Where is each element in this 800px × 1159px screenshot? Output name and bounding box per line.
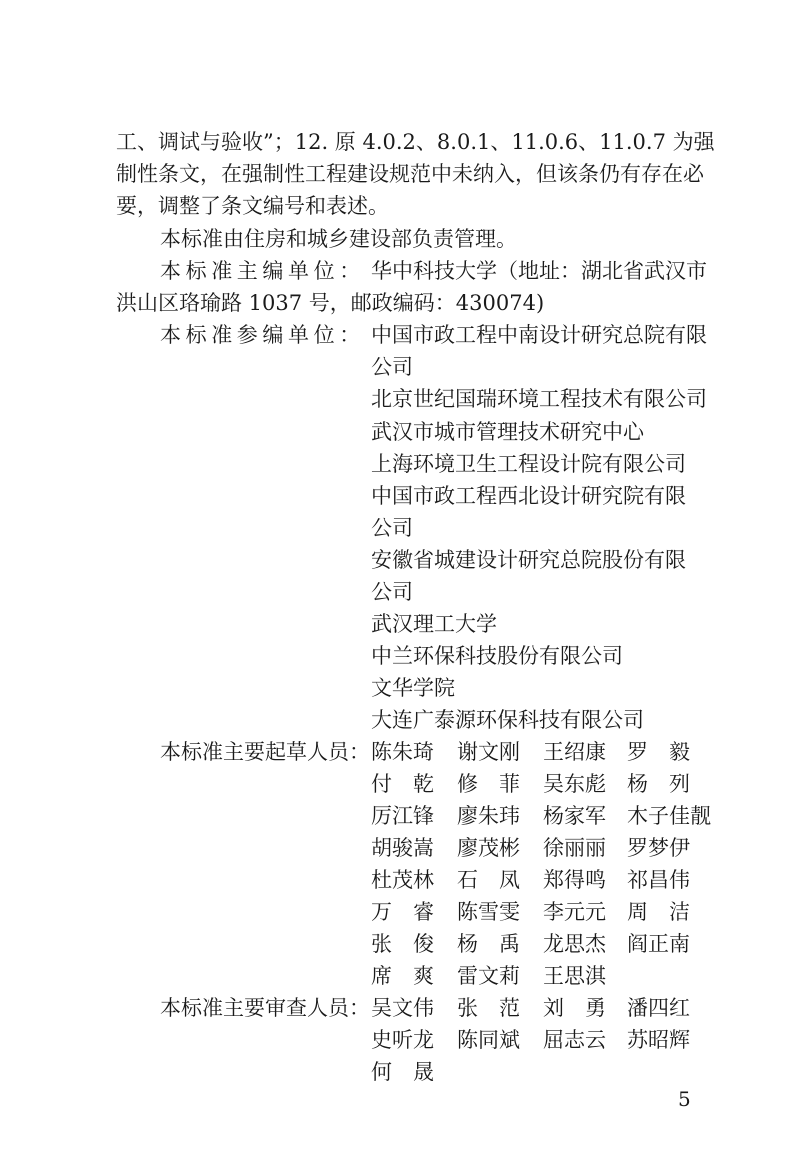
person-name: 刘 勇 xyxy=(543,996,606,1020)
person-name: 万 睿 xyxy=(371,900,434,924)
person-name: 阎正南 xyxy=(627,932,690,956)
participating-unit: 文华学院 xyxy=(371,676,455,700)
participating-unit: 大连广泰源环保科技有限公司 xyxy=(371,708,644,732)
person-name: 王绍康 xyxy=(543,740,606,764)
person-name: 张 范 xyxy=(457,996,520,1020)
person-name: 吴文伟 xyxy=(371,996,434,1020)
person-name: 祁昌伟 xyxy=(627,868,690,892)
participating-unit: 上海环境卫生工程设计院有限公司 xyxy=(371,452,686,476)
person-name: 杨家军 xyxy=(543,804,606,828)
person-name: 吴东彪 xyxy=(543,772,606,796)
chief-unit-line-1: 华中科技大学（地址：湖北省武汉市 xyxy=(371,259,707,283)
person-name: 付 乾 xyxy=(371,772,434,796)
person-name: 杨 禹 xyxy=(457,932,520,956)
page-number: 5 xyxy=(678,1087,691,1111)
participating-unit: 公司 xyxy=(371,580,413,604)
person-name: 李元元 xyxy=(543,900,606,924)
person-name: 陈同斌 xyxy=(457,1028,520,1052)
participating-unit: 中国市政工程中南设计研究总院有限 xyxy=(371,323,707,347)
person-name: 潘四红 xyxy=(627,996,690,1020)
person-name: 厉江锋 xyxy=(371,804,434,828)
person-name: 苏昭辉 xyxy=(627,1028,690,1052)
person-name: 王思淇 xyxy=(543,964,606,988)
participating-unit: 安徽省城建设计研究总院股份有限 xyxy=(371,548,686,572)
person-name: 何 晟 xyxy=(371,1060,434,1084)
participating-unit: 武汉理工大学 xyxy=(371,612,497,636)
person-name: 罗梦伊 xyxy=(627,836,690,860)
person-name: 郑得鸣 xyxy=(543,868,606,892)
person-name: 史听龙 xyxy=(371,1028,434,1052)
participating-units-label: 本标准参编单位： xyxy=(160,323,365,347)
person-name: 屈志云 xyxy=(543,1028,606,1052)
person-name: 陈雪雯 xyxy=(457,900,520,924)
person-name: 杜茂林 xyxy=(371,868,434,892)
person-name: 张 俊 xyxy=(371,932,434,956)
person-name: 石 凤 xyxy=(457,868,520,892)
person-name: 修 菲 xyxy=(457,772,520,796)
participating-unit: 公司 xyxy=(371,355,413,379)
management-statement: 本标准由住房和城乡建设部负责管理。 xyxy=(160,227,517,251)
participating-unit: 中国市政工程西北设计研究院有限 xyxy=(371,484,686,508)
body-line-2: 制性条文，在强制性工程建设规范中未纳入，但该条仍有存在必 xyxy=(116,162,704,186)
person-name: 杨 列 xyxy=(627,772,690,796)
person-name: 木子佳靓 xyxy=(627,804,711,828)
drafters-label: 本标准主要起草人员： xyxy=(160,740,370,764)
participating-unit: 北京世纪国瑞环境工程技术有限公司 xyxy=(371,387,707,411)
chief-unit-line-2: 洪山区珞瑜路 1037 号，邮政编码：430074) xyxy=(116,291,545,315)
person-name: 龙思杰 xyxy=(543,932,606,956)
reviewers-label: 本标准主要审查人员： xyxy=(160,996,370,1020)
participating-unit: 武汉市城市管理技术研究中心 xyxy=(371,420,644,444)
person-name: 陈朱琦 xyxy=(371,740,434,764)
body-line-3: 要，调整了条文编号和表述。 xyxy=(116,194,389,218)
person-name: 徐丽丽 xyxy=(543,836,606,860)
participating-unit: 公司 xyxy=(371,516,413,540)
person-name: 廖朱玮 xyxy=(457,804,520,828)
body-line-1: 工、调试与验收”；12. 原 4.0.2、8.0.1、11.0.6、11.0.7 为强 xyxy=(116,130,715,154)
person-name: 雷文莉 xyxy=(457,964,520,988)
person-name: 周 洁 xyxy=(627,900,690,924)
person-name: 廖茂彬 xyxy=(457,836,520,860)
person-name: 胡骏嵩 xyxy=(371,836,434,860)
person-name: 谢文刚 xyxy=(457,740,520,764)
participating-unit: 中兰环保科技股份有限公司 xyxy=(371,644,623,668)
person-name: 席 爽 xyxy=(371,964,434,988)
chief-unit-label: 本标准主编单位： xyxy=(160,259,365,283)
person-name: 罗 毅 xyxy=(627,740,690,764)
